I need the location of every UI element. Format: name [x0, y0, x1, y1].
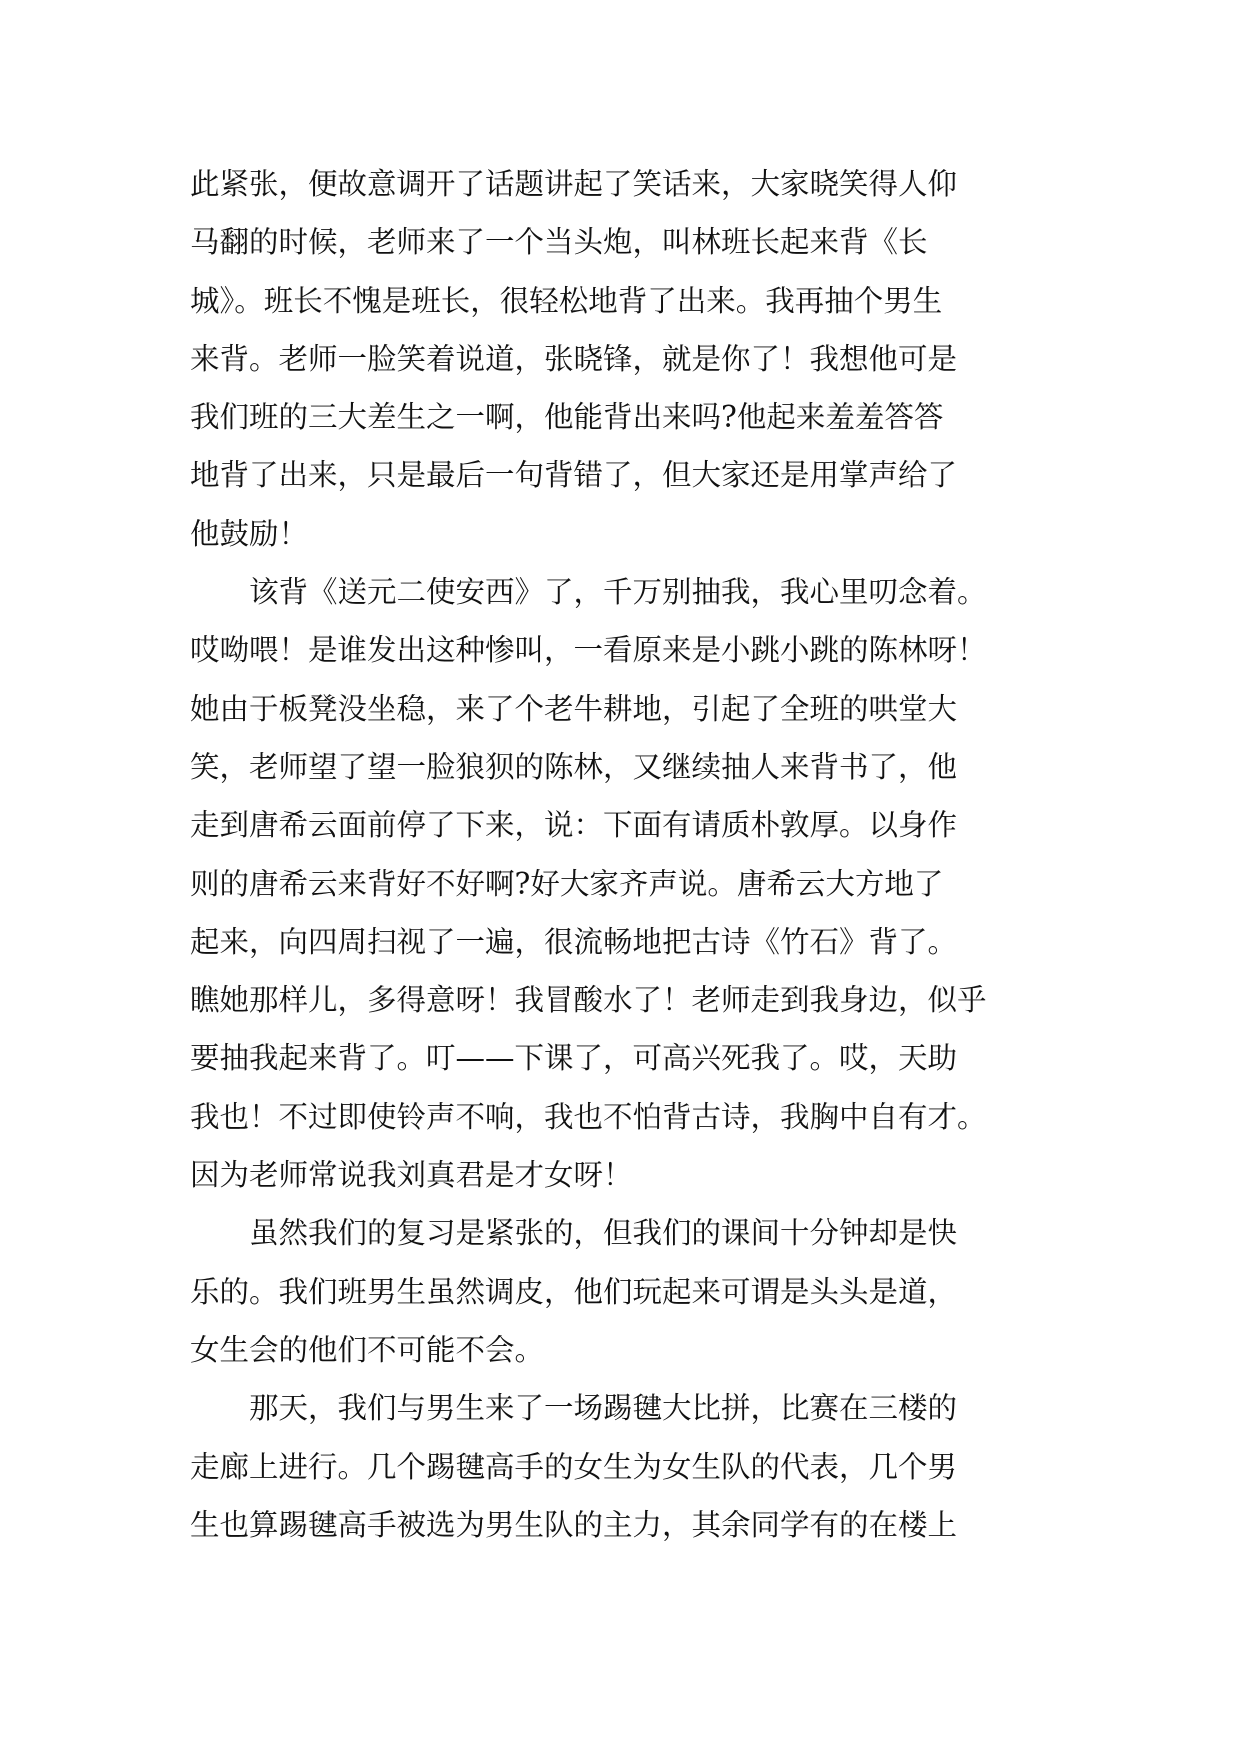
- text-line: 我们班的三大差生之一啊，他能背出来吗?他起来羞羞答答: [190, 400, 944, 435]
- text-line: 城》。班长不愧是班长，很轻松地背了出来。我再抽个男生: [190, 283, 943, 318]
- text-line: 她由于板凳没坐稳，来了个老牛耕地，引起了全班的哄堂大: [190, 691, 958, 726]
- text-line: 马翻的时候，老师来了一个当头炮，叫林班长起来背《长: [190, 225, 928, 260]
- text-line: 走廊上进行。几个踢毽高手的女生为女生队的代表，几个男: [190, 1449, 958, 1484]
- text-line: 女生会的他们不可能不会。: [190, 1332, 545, 1367]
- text-line: 笑，老师望了望一脸狼狈的陈林，又继续抽人来背书了，他: [190, 749, 958, 784]
- text-line: 来背。老师一脸笑着说道，张晓锋，就是你了！我想他可是: [190, 341, 958, 376]
- body-text: [190, 155, 1060, 1554]
- text-line: 该背《送元二使安西》了，千万别抽我，我心里叨念着。: [249, 575, 987, 610]
- text-line: 走到唐希云面前停了下来，说：下面有请质朴敦厚。以身作: [190, 808, 958, 843]
- text-line: 地背了出来，只是最后一句背错了，但大家还是用掌声给了: [190, 458, 958, 493]
- text-line: 则的唐希云来背好不好啊?好大家齐声说。唐希云大方地了: [190, 866, 944, 901]
- text-line: 我也！不过即使铃声不响，我也不怕背古诗，我胸中自有才。: [190, 1099, 987, 1134]
- text-line: 他鼓励！: [190, 516, 309, 551]
- text-line: 那天，我们与男生来了一场踢毽大比拼，比赛在三楼的: [249, 1391, 958, 1426]
- text-line: 虽然我们的复习是紧张的，但我们的课间十分钟却是快: [249, 1216, 958, 1251]
- text-line: 因为老师常说我刘真君是才女呀！: [190, 1158, 633, 1193]
- text-line: 哎呦喂！是谁发出这种惨叫，一看原来是小跳小跳的陈林呀！: [190, 633, 987, 668]
- text-line: 起来，向四周扫视了一遍，很流畅地把古诗《竹石》背了。: [190, 924, 958, 959]
- text-line: 要抽我起来背了。叮——下课了，可高兴死我了。哎，天助: [190, 1041, 958, 1076]
- text-line: 生也算踢毽高手被选为男生队的主力，其余同学有的在楼上: [190, 1507, 958, 1542]
- text-line: 此紧张，便故意调开了话题讲起了笑话来，大家晓笑得人仰: [190, 167, 958, 201]
- text-line: 乐的。我们班男生虽然调皮，他们玩起来可谓是头头是道，: [190, 1274, 958, 1309]
- text-line: 瞧她那样儿，多得意呀！我冒酸水了！老师走到我身边，似乎: [190, 983, 987, 1018]
